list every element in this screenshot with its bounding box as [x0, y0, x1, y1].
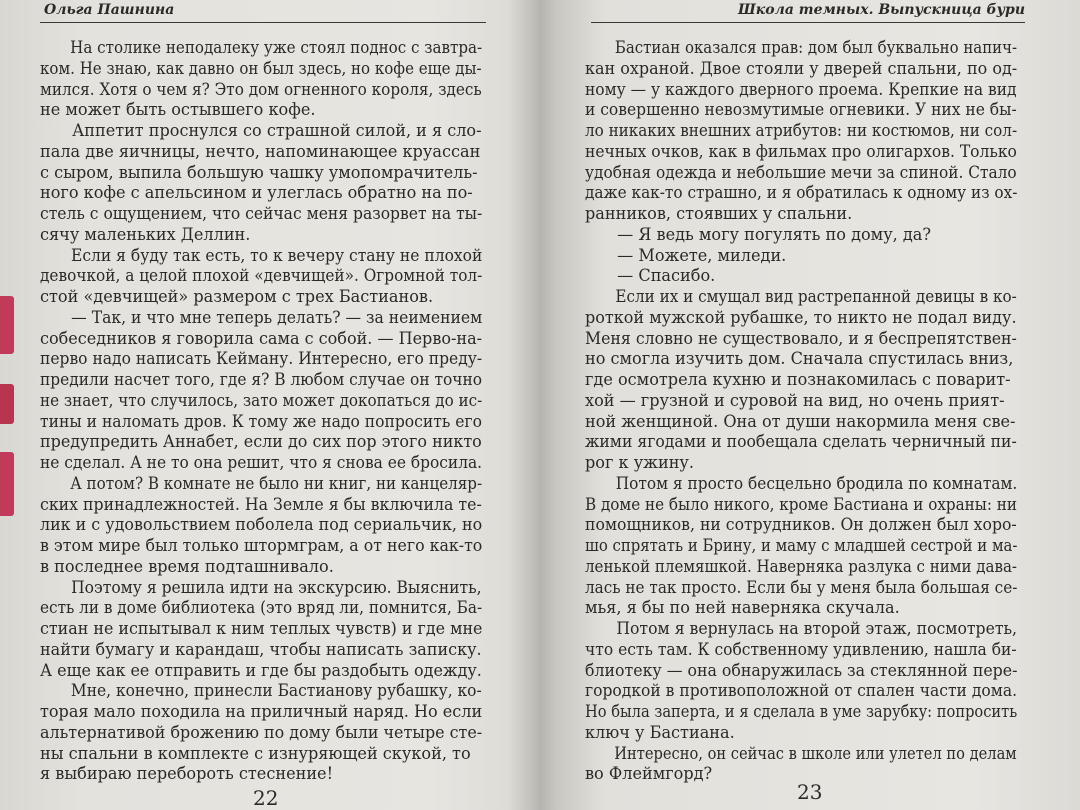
text-line: А еще как ее отправить и где бы раздобыть одежду.: [40, 660, 482, 680]
text-line: мился. Хотя о чем я? Это дом огненного короля, здесь: [40, 79, 482, 99]
header-rule: [40, 22, 486, 23]
text-line: А потом? В комнате не было ни книг, ни канцеляр-: [40, 473, 483, 493]
text-line: альтернативой брожению по дому были четыре сте-: [40, 722, 483, 742]
text-line: в последнее время подташнивало.: [40, 556, 334, 576]
text-line: что есть там. К собственному удивлению, нашла би-: [585, 639, 1017, 659]
text-line: есть ли в доме библиотека (это вряд ли, помнится, Ба-: [40, 598, 483, 618]
text-line: блиотеку — она обнаружилась за стеклянной пере-: [585, 660, 1018, 680]
text-line: и совершенно невозмутимые огневики. У них не бы-: [585, 100, 1017, 120]
text-line: мья, я бы по ней наверняка скучала.: [585, 598, 900, 618]
text-line: собеседников я говорила сама с собой. — Перво-на-: [40, 328, 483, 348]
text-line: ских принадлежностей. На Земле я бы включила те-: [40, 494, 482, 514]
text-line: торая мало походила на приличный наряд. Но если: [40, 702, 483, 721]
text-line: — Спасибо.: [585, 266, 716, 286]
text-line: предупредить Аннабет, если до сих пор этого никто: [40, 432, 482, 452]
text-line: нечных очков, как в фильмах про олигархов. Только: [585, 141, 1017, 161]
text-line: но смогла изучить дом. Сначала спустилась вниз,: [585, 349, 1014, 369]
bookmark-tab: [0, 296, 14, 354]
text-line: удобная одежда и небольшие мечи за спиной. Стало: [585, 162, 1017, 182]
text-line: лик и с удовольствием поболела под сериальчик, но: [40, 515, 483, 535]
text-line: не может быть остывшего кофе.: [40, 100, 316, 120]
text-line: ному — у каждого дверного проема. Крепкие на вид: [585, 79, 1017, 99]
text-line: перво надо написать Кейману. Интересно, его преду-: [40, 349, 483, 369]
header-rule: [591, 22, 1025, 23]
text-line: — Можете, миледи.: [585, 245, 787, 265]
text-line: не знает, что случилось, зато может докопаться до ис-: [40, 390, 483, 410]
text-line: кан охраной. Двое стояли у дверей спальни, по од-: [585, 58, 1018, 78]
text-line: Потом я вернулась на второй этаж, посмотреть,: [585, 619, 1018, 638]
text-line: жими ягодами и пообещала сделать черничный пи-: [585, 432, 1017, 452]
right-page-text: [585, 38, 1025, 785]
text-line: не сделал. А не то она решит, что я снова ее бросила.: [40, 453, 483, 472]
text-line: во Флеймгорд?: [585, 764, 713, 784]
text-line: ранников, стоявших у спальни.: [585, 204, 853, 223]
text-line: ком. Не знаю, как давно он был здесь, но кофе еще ды-: [40, 58, 482, 78]
text-line: в этом мире был только штормграм, а от него как-то: [40, 536, 483, 555]
text-line: стой «девчищей» размером с трех Бастианов.: [40, 287, 434, 306]
text-line: ключ у Бастиана.: [585, 722, 735, 742]
text-line: Если я буду так есть, то к вечеру стану не плохой: [40, 245, 483, 265]
text-line: тины и наломать дров. К тому же надо попросить его: [40, 411, 482, 431]
text-line: На столике неподалеку уже стоял поднос с завтра-: [40, 38, 483, 57]
left-page-text: [40, 38, 490, 785]
running-head-author: Ольга Пашнина: [44, 2, 175, 18]
page-number: 22: [253, 786, 279, 810]
text-line: где осмотрела кухню и познакомилась с поварит-: [585, 370, 1011, 389]
text-line: Поэтому я решила идти на экскурсию. Выяснить,: [40, 577, 482, 597]
text-line: даже как-то страшно, и я обратилась к одному из ох-: [585, 183, 1018, 203]
text-line: ленькой племяшкой. Наверняка разлука с ними дава-: [585, 556, 1018, 576]
left-page: [40, 0, 490, 810]
running-head-title: Школа темных. Выпускница бури: [738, 2, 1025, 18]
text-line: ной женщиной. Она от души накормила меня све-: [585, 411, 1016, 431]
right-page: [585, 0, 1025, 810]
text-line: рог к ужину.: [585, 453, 695, 472]
text-line: ны спальни в комплекте с изнуряющей скукой, то: [40, 743, 471, 763]
bookmark-tab: [0, 452, 14, 516]
page-number: 23: [797, 780, 823, 804]
text-line: ло никаких внешних атрибутов: ни костюмов, ни сол-: [585, 121, 1018, 140]
text-line: Аппетит проснулся со страшной силой, и я сло-: [40, 121, 482, 140]
text-line: Меня словно не существовало, и я беспрепятствен-: [585, 328, 1017, 348]
bookmark-tab: [0, 384, 14, 424]
text-line: В доме не было никого, кроме Бастиана и охраны: ни: [585, 494, 1017, 514]
text-line: пала две яичницы, нечто, напоминающее круассан: [40, 141, 481, 161]
text-line: лась не так просто. Если бы у меня была большая се-: [585, 577, 1018, 597]
text-line: городкой в противоположной от спален части дома.: [585, 681, 1018, 701]
text-line: девочкой, а целой плохой «девчищей». Огромной тол-: [40, 266, 483, 286]
text-line: Потом я просто бесцельно бродила по комнатам.: [585, 473, 1018, 493]
text-line: шо спрятать и Брину, и маму с младшей сестрой и ма-: [585, 536, 1018, 555]
text-line: Но была заперта, и я сделала в уме зарубку: попросить: [585, 702, 1018, 721]
text-line: — Я ведь могу погулять по дому, да?: [585, 224, 932, 244]
text-line: Если их и смущал вид растрепанной девицы в ко-: [585, 287, 1017, 306]
text-line: ного кофе с апельсином и улеглась обратно на по-: [40, 183, 473, 203]
text-line: Интересно, он сейчас в школе или улетел по делам: [585, 743, 1017, 763]
text-line: роткой мужской рубашке, то никто не подал виду.: [585, 307, 1017, 327]
text-line: сячу маленьких Деллин.: [40, 224, 251, 244]
text-line: с сыром, выпила большую чашку умопомрачитель-: [40, 162, 478, 182]
text-line: стель с ощущением, что сейчас меня разорвет на ты-: [40, 204, 483, 223]
text-line: стиан не испытывал к ним теплых чувств) и где мне: [40, 619, 483, 638]
text-line: я выбираю перебороть стеснение!: [40, 764, 334, 784]
text-line: найти бумагу и карандаш, чтобы написать записку.: [40, 639, 482, 659]
text-line: предили насчет того, где я? В любом случае он точно: [40, 370, 483, 389]
text-line: Бастиан оказался прав: дом был буквально напич-: [585, 38, 1018, 57]
text-line: хой — грузной и суровой на вид, но очень прият-: [585, 390, 1005, 410]
text-line: помощников, ни сотрудников. Он должен был хоро-: [585, 515, 1017, 535]
text-line: Мне, конечно, принесли Бастианову рубашку, ко-: [40, 681, 482, 701]
text-line: — Так, и что мне теперь делать? — за неимением: [40, 307, 483, 327]
